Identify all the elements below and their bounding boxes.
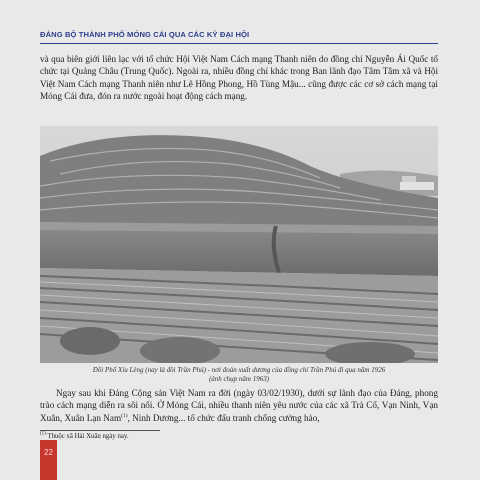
- body-paragraph-2: [40, 387, 438, 424]
- header-rule: [40, 43, 438, 44]
- footnote-marker: (1): [40, 431, 46, 437]
- caption-line-2: (ảnh chụp năm 1963): [208, 375, 270, 383]
- footnote-reference: (1): [121, 412, 128, 419]
- page-number: 22: [40, 440, 57, 480]
- footnote-rule: [40, 430, 160, 431]
- paragraph-2-text-b: , Ninh Dương... tổ chức đấu tranh chống cường hào,: [127, 412, 320, 423]
- caption-line-1: Đồi Phố Xíu Lèng (nay là đồi Trần Phú) - nơi đoàn xuất dương của đồng chí Trần Phú đi qua năm 1926: [92, 366, 386, 374]
- paragraph-2-text-a: Ngay sau khi Đảng Cộng sản Việt Nam ra đời (ngày 03/02/1930), dưới sự lãnh đạo của Đảng, phong trào cách mạng diễn ra sôi nổi. Ở Móng Cái, nhiều thanh niên yêu nước của các xã Trà Cổ, Vạn Ninh, Vạn Xuân, Xuân Lạn Nam: [40, 388, 438, 423]
- historical-photo: [40, 126, 438, 363]
- footnote: [40, 432, 438, 441]
- body-paragraph-1: và qua biên giới liên lạc với tổ chức Hội Việt Nam Cách mạng Thanh niên do đồng chí Nguyễn Ái Quốc tổ chức tại Quảng Châu (Trung Quốc). Ngoài ra, nhiều đồng chí khác trong Ban lãnh đạo Tâm Tâm xã và Hội Việt Nam Cách mạng Thanh niên như Lê Hồng Phong, Hồ Tùng Mậu... cũng được các cơ sở cách mạng tại Móng Cái đưa, đón ra nước ngoài hoạt động cách mạng.: [40, 54, 438, 102]
- footnote-text: Thuộc xã Hải Xuân ngày nay.: [45, 433, 129, 440]
- photo-caption: [40, 366, 438, 384]
- running-header: ĐẢNG BỘ THÀNH PHỐ MÓNG CÁI QUA CÁC KỲ ĐẠI HỘI: [40, 30, 250, 39]
